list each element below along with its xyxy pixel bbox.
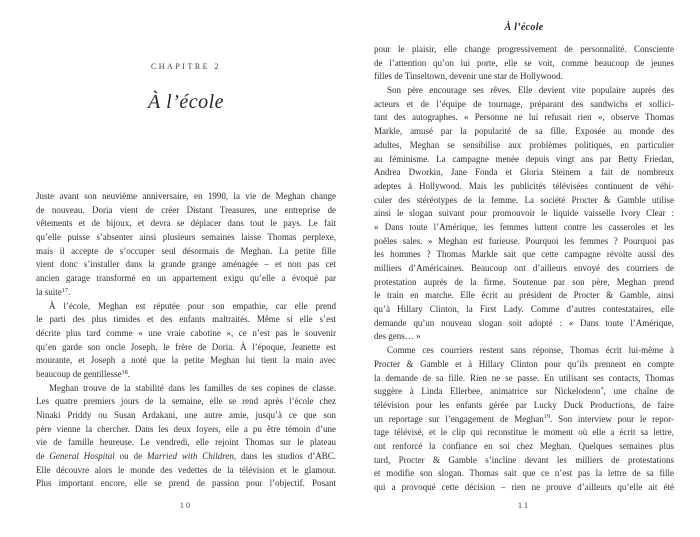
- footnote-marker: 17: [61, 286, 69, 294]
- text-line: mais il accepte de s’occuper seul désormais de Meghan. La petite fille: [36, 245, 336, 256]
- text-line: tage télévisé, et le clip qui reconstitue le moment où elle a écrit sa lettre,: [374, 427, 674, 438]
- italic-text: Married with Children: [146, 451, 234, 462]
- left-page-body: [36, 190, 336, 491]
- text-line: de l’attention qu’on lui porte, elle se voit, comme beaucoup de jeunes: [374, 57, 674, 68]
- text-line: ainsi le slogan suivant pour promouvoir le liquide vaisselle Ivory Clear :: [374, 208, 674, 219]
- chapter-title: À l’école: [147, 91, 225, 113]
- text-line: télévision pour les enfants gérée par Lucky Duck Productions, de faire: [374, 399, 674, 410]
- text-line: filles de Tinseltown, devenir une star de Hollywood.: [374, 71, 563, 82]
- text-line: Les quatre premiers jours de la semaine, elle se rend après l’école chez: [36, 396, 336, 407]
- text-line: les hommes ? Thomas Markle sait que cette campagne révolte aussi des: [374, 249, 674, 260]
- text-line: Son père encourage ses rêves. Elle devient vite populaire auprès des: [387, 85, 674, 96]
- footnote-marker: 19: [543, 413, 551, 421]
- text-line: À l’école, Meghan est réputée pour son empathie, car elle prend: [49, 300, 336, 311]
- text-line: adultes, Meghan se sensibilise aux problèmes politiques, en particulier: [374, 139, 674, 150]
- text-line: Plus important encore, elle se prend de passion pour l’objectif. Posant: [36, 478, 336, 489]
- text-line: protestation auprès de la firme. Soutenue par son père, Meghan prend: [374, 276, 674, 287]
- text-line: Ninaki Priddy ou Susan Ardakani, une autre amie, jusqu’à ce que son: [36, 410, 336, 420]
- text-line: qu’en garde son oncle Joseph, le frère de Doria. À l’époque, Jeanette est: [36, 341, 336, 352]
- text-line: Andrea Dworkin, Jane Fonda et Gloria Steinem a fait de nombreux: [374, 167, 674, 178]
- italic-text: General Hospital: [49, 451, 115, 462]
- chapter-label: CHAPITRE 2: [150, 62, 222, 71]
- text-line: adeptes à Hollywood. Mais les publicités télévisées continuent de véhi-: [374, 180, 674, 191]
- text-line: le parti des plus timides et des enfants maltraités. Même si elle s’est: [36, 314, 336, 325]
- text-line: vient donc s’installer dans la grande grange aménagée – et non pas cet: [36, 259, 336, 270]
- text-line: mourante, et Joseph a noté que la petite Meghan lui tient la main avec: [36, 355, 336, 366]
- text-line: au féminisme. La campagne menée depuis vingt ans par Betty Friedan,: [374, 153, 674, 164]
- text-line: qu’elle puisse s’absenter ainsi plusieurs semaines laisse Thomas perplexe,: [36, 232, 336, 243]
- text-line: Comme ces courriers restent sans réponse, Thomas écrit lui-même à: [387, 345, 674, 356]
- text-line: Procter & Gamble et à Hillary Clinton pour qu’ils prennent en compte: [374, 358, 674, 369]
- text-line: tant des autographes. « Personne ne lui refusait rien », observe Thomas: [374, 112, 674, 123]
- text-line: et modifie son slogan. Thomas sait que ce n’est pas la lettre de sa fille: [374, 468, 674, 479]
- page-number-right: 11: [517, 500, 531, 510]
- text-line: le train en marche. Elle écrit au président de Procter & Gamble, ainsi: [374, 290, 674, 301]
- text-line: Juste avant son neuvième anniversaire, en 1990, la vie de Meghan change: [36, 191, 336, 201]
- footnote-marker: 18: [121, 368, 128, 376]
- right-page: [374, 0, 674, 537]
- text-line: qu’à Hillary Clinton, la First Lady. Comme d’autres contestataires, elle: [374, 304, 674, 315]
- text-line: de nouveau. Doria vient de créer Distant Treasures, une entreprise de: [36, 204, 336, 215]
- text-line: milliers d’Américaines. Beaucoup ont d’ailleurs envoyé des courriers de: [374, 263, 674, 273]
- text-line: acteurs et de l’équipe de tournage, préparant des sandwichs et sollici-: [374, 98, 674, 109]
- left-page: [36, 0, 336, 537]
- text-line: Markle, amusé par la popularité de sa fille. Exposée au monde des: [374, 126, 674, 137]
- text-line: ont renforcé la confiance en soi chez Meghan. Quelques semaines plus: [374, 440, 674, 451]
- text-line: de General Hospital ou de Married with Children, dans les studios d’ABC.: [36, 451, 336, 462]
- text-line: pour le plaisir, elle change progressivement de personnalité. Consciente: [374, 44, 674, 54]
- right-page-body: [374, 43, 674, 495]
- text-line: un reportage sur l’engagement de Meghan$^{19}$. Son interview pour le repor-: [374, 413, 674, 424]
- text-line: Elle découvre alors le monde des vedettes de la télévision et le glamour.: [36, 464, 336, 475]
- text-line: beaucoup de gentillesse$^{18}$.: [36, 368, 131, 379]
- page-number-left: 10: [179, 500, 193, 510]
- text-line: culer des stéréotypes de la femme. La société Procter & Gamble utilise: [374, 194, 674, 205]
- text-line: vêtements et de bijoux, et devra se déplacer dans tout le pays. Le fait: [36, 218, 336, 229]
- text-line: des gens… »: [374, 331, 421, 342]
- text-line: qui a provoqué cette décision – rien ne prouve d’ailleurs qu’elle ait été: [374, 482, 674, 492]
- text-line: poêles sales. » Meghan est furieuse. Pourquoi les femmes ? Pourquoi pas: [374, 235, 674, 246]
- text-line: tard, Procter & Gamble s’incline devant les milliers de protestations: [374, 454, 674, 465]
- text-line: la suite$^{17}$.: [36, 286, 71, 297]
- text-line: ancien garage transformé en un appartement exigu qu’elle a évoqué par: [36, 273, 336, 284]
- text-line: vie de famille heureuse. Le vendredi, elle rejoint Thomas sur le plateau: [36, 437, 336, 448]
- text-line: Meghan trouve de la stabilité dans les familles de ses copines de classe.: [49, 382, 336, 393]
- text-line: père vienne la chercher. Dans les deux foyers, elle a pu être témoin d’une: [36, 423, 336, 434]
- text-line: suggère à Linda Ellerbee, animatrice sur Nickelodeon*, une chaîne de: [374, 386, 674, 397]
- text-line: décrite plus tard comme « une vraie cabotine », ce n’est pas le souvenir: [36, 327, 336, 338]
- running-header: À l’école: [504, 22, 544, 33]
- text-line: la demande de sa fille. Rien ne se passe. En utilisant ses contacts, Thomas: [374, 372, 674, 383]
- footnote-marker: *: [600, 386, 604, 393]
- text-line: demande qu’un nouveau slogan soit adopté : « Dans toute l’Amérique,: [374, 317, 674, 328]
- text-line: « Dans toute l’Amérique, les femmes luttent contre les casseroles et les: [374, 221, 674, 232]
